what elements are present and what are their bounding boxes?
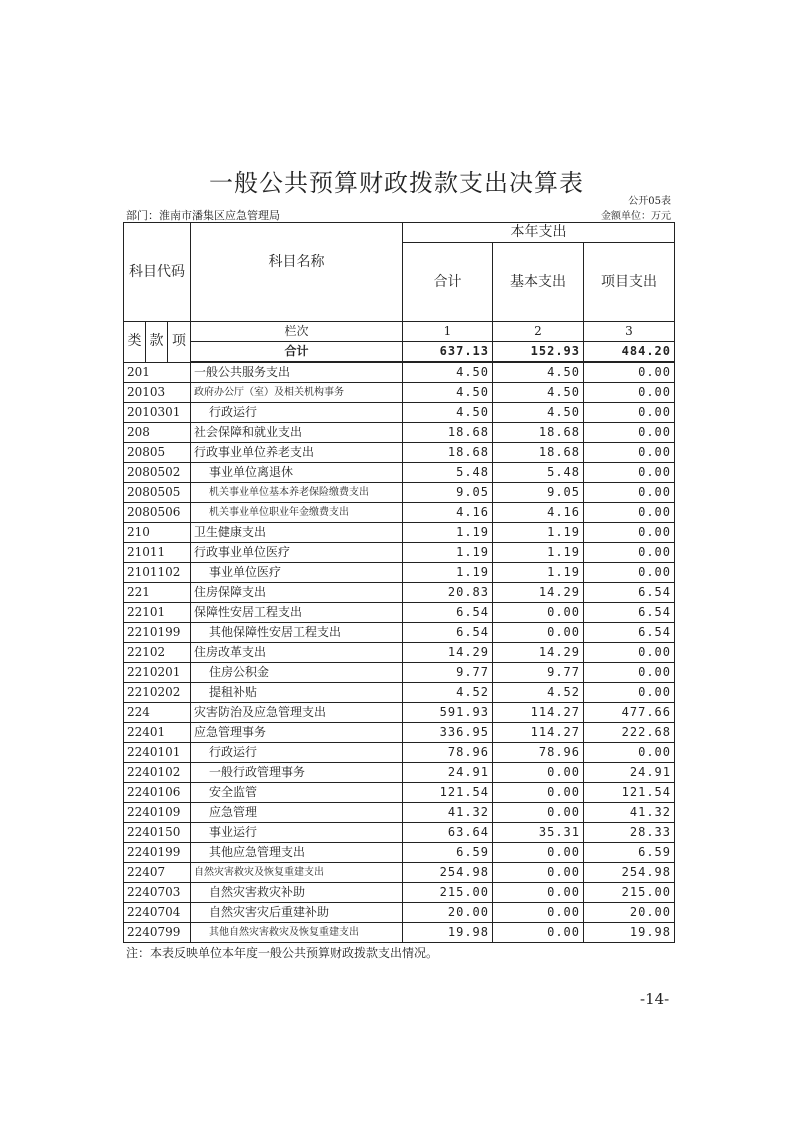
row-basic: 0.00 (493, 923, 584, 943)
row-code: 2101102 (124, 563, 191, 583)
row-name: 提租补贴 (191, 683, 403, 703)
row-total: 9.77 (403, 663, 493, 683)
row-name: 事业单位医疗 (191, 563, 403, 583)
row-total: 591.93 (403, 703, 493, 723)
row-project: 0.00 (584, 463, 675, 483)
table-row (124, 763, 675, 783)
row-name: 行政运行 (191, 743, 403, 763)
unit-label: 金额单位：万元 (601, 211, 671, 222)
row-code: 224 (124, 703, 191, 723)
row-code: 2080505 (124, 483, 191, 503)
row-name: 机关事业单位基本养老保险缴费支出 (191, 483, 403, 503)
row-project: 6.54 (584, 603, 675, 623)
row-name: 住房公积金 (191, 663, 403, 683)
row-name: 住房改革支出 (191, 643, 403, 663)
row-code: 2240102 (124, 763, 191, 783)
table-row (124, 362, 675, 383)
row-total: 215.00 (403, 883, 493, 903)
row-code: 221 (124, 583, 191, 603)
row-total: 20.83 (403, 583, 493, 603)
row-project: 0.00 (584, 443, 675, 463)
table-row (124, 743, 675, 763)
row-basic: 18.68 (493, 423, 584, 443)
row-project: 0.00 (584, 523, 675, 543)
row-total: 63.64 (403, 823, 493, 843)
header-code: 科目代码 (124, 223, 191, 322)
row-total: 18.68 (403, 443, 493, 463)
table-row (124, 383, 675, 403)
row-project: 41.32 (584, 803, 675, 823)
row-total: 20.00 (403, 903, 493, 923)
row-project: 477.66 (584, 703, 675, 723)
row-name: 应急管理 (191, 803, 403, 823)
row-name: 一般公共服务支出 (191, 362, 403, 383)
row-total: 1.19 (403, 543, 493, 563)
table-row (124, 483, 675, 503)
row-code: 210 (124, 523, 191, 543)
table-row (124, 643, 675, 663)
col-index-3: 3 (584, 322, 675, 342)
row-name: 政府办公厅（室）及相关机构事务 (191, 383, 403, 403)
table-note: 注：本表反映单位本年度一般公共预算财政拨款支出情况。 (126, 946, 439, 960)
row-code: 2210202 (124, 683, 191, 703)
row-total: 6.54 (403, 623, 493, 643)
row-project: 6.54 (584, 583, 675, 603)
department-label: 部门：淮南市潘集区应急管理局 (126, 209, 280, 222)
row-basic: 9.77 (493, 663, 584, 683)
header-total: 合计 (403, 243, 493, 322)
totals-project: 484.20 (584, 342, 675, 363)
row-code: 2240109 (124, 803, 191, 823)
row-name: 自然灾害救灾及恢复重建支出 (191, 863, 403, 883)
row-basic: 4.50 (493, 383, 584, 403)
row-code: 2010301 (124, 403, 191, 423)
row-basic: 0.00 (493, 803, 584, 823)
table-row (124, 503, 675, 523)
row-code: 201 (124, 362, 191, 383)
row-basic: 0.00 (493, 623, 584, 643)
row-project: 0.00 (584, 643, 675, 663)
row-total: 4.16 (403, 503, 493, 523)
row-basic: 4.52 (493, 683, 584, 703)
row-basic: 4.50 (493, 403, 584, 423)
row-project: 6.54 (584, 623, 675, 643)
page-number: -14- (640, 990, 670, 1008)
row-code: 22102 (124, 643, 191, 663)
table-row (124, 543, 675, 563)
row-basic: 4.16 (493, 503, 584, 523)
row-total: 41.32 (403, 803, 493, 823)
totals-basic: 152.93 (493, 342, 584, 363)
row-name: 卫生健康支出 (191, 523, 403, 543)
row-total: 19.98 (403, 923, 493, 943)
table-row (124, 443, 675, 463)
table-row (124, 803, 675, 823)
totals-total: 637.13 (403, 342, 493, 363)
row-total: 254.98 (403, 863, 493, 883)
row-code: 2240704 (124, 903, 191, 923)
row-name: 社会保障和就业支出 (191, 423, 403, 443)
header-kuan: 款 (146, 322, 168, 363)
row-name: 事业单位离退休 (191, 463, 403, 483)
table-row (124, 703, 675, 723)
row-name: 机关事业单位职业年金缴费支出 (191, 503, 403, 523)
row-project: 215.00 (584, 883, 675, 903)
row-name: 安全监管 (191, 783, 403, 803)
row-name: 自然灾害灾后重建补助 (191, 903, 403, 923)
row-name: 自然灾害救灾补助 (191, 883, 403, 903)
row-project: 19.98 (584, 923, 675, 943)
row-code: 2240106 (124, 783, 191, 803)
row-code: 2210199 (124, 623, 191, 643)
row-project: 28.33 (584, 823, 675, 843)
row-basic: 18.68 (493, 443, 584, 463)
header-basic: 基本支出 (493, 243, 584, 322)
table-row (124, 523, 675, 543)
table-row (124, 903, 675, 923)
row-basic: 1.19 (493, 563, 584, 583)
row-basic: 1.19 (493, 543, 584, 563)
table-row (124, 843, 675, 863)
header-name: 科目名称 (191, 223, 403, 322)
row-code: 20103 (124, 383, 191, 403)
table-row (124, 683, 675, 703)
row-code: 2080506 (124, 503, 191, 523)
row-total: 121.54 (403, 783, 493, 803)
row-basic: 1.19 (493, 523, 584, 543)
row-project: 0.00 (584, 743, 675, 763)
col-index-1: 1 (403, 322, 493, 342)
row-code: 208 (124, 423, 191, 443)
expenditure-table (123, 222, 675, 943)
row-total: 24.91 (403, 763, 493, 783)
header-project: 项目支出 (584, 243, 675, 322)
row-total: 9.05 (403, 483, 493, 503)
row-name: 一般行政管理事务 (191, 763, 403, 783)
header-current-year: 本年支出 (403, 223, 675, 243)
totals-label: 合计 (191, 342, 403, 363)
row-total: 6.59 (403, 843, 493, 863)
row-project: 121.54 (584, 783, 675, 803)
row-basic: 0.00 (493, 763, 584, 783)
header-xiang: 项 (168, 322, 191, 363)
row-basic: 14.29 (493, 643, 584, 663)
row-project: 20.00 (584, 903, 675, 923)
row-project: 0.00 (584, 423, 675, 443)
row-name: 保障性安居工程支出 (191, 603, 403, 623)
row-project: 0.00 (584, 483, 675, 503)
row-name: 其他应急管理支出 (191, 843, 403, 863)
row-total: 4.52 (403, 683, 493, 703)
col-index-2: 2 (493, 322, 584, 342)
table-row (124, 403, 675, 423)
table-row (124, 923, 675, 943)
row-project: 0.00 (584, 383, 675, 403)
row-project: 0.00 (584, 503, 675, 523)
row-total: 4.50 (403, 383, 493, 403)
row-basic: 0.00 (493, 903, 584, 923)
row-code: 2210201 (124, 663, 191, 683)
row-basic: 9.05 (493, 483, 584, 503)
row-code: 2080502 (124, 463, 191, 483)
row-basic: 78.96 (493, 743, 584, 763)
row-basic: 0.00 (493, 603, 584, 623)
row-project: 222.68 (584, 723, 675, 743)
row-project: 24.91 (584, 763, 675, 783)
row-basic: 0.00 (493, 883, 584, 903)
row-basic: 114.27 (493, 703, 584, 723)
row-project: 0.00 (584, 362, 675, 383)
row-name: 其他保障性安居工程支出 (191, 623, 403, 643)
row-basic: 0.00 (493, 863, 584, 883)
row-basic: 35.31 (493, 823, 584, 843)
table-row (124, 863, 675, 883)
row-basic: 14.29 (493, 583, 584, 603)
row-code: 20805 (124, 443, 191, 463)
row-project: 0.00 (584, 683, 675, 703)
row-total: 1.19 (403, 563, 493, 583)
row-basic: 114.27 (493, 723, 584, 743)
table-row (124, 603, 675, 623)
row-project: 0.00 (584, 563, 675, 583)
row-code: 22101 (124, 603, 191, 623)
row-total: 336.95 (403, 723, 493, 743)
table-row (124, 463, 675, 483)
row-project: 254.98 (584, 863, 675, 883)
row-code: 2240799 (124, 923, 191, 943)
row-total: 5.48 (403, 463, 493, 483)
row-project: 0.00 (584, 663, 675, 683)
row-code: 2240101 (124, 743, 191, 763)
row-project: 0.00 (584, 403, 675, 423)
row-total: 18.68 (403, 423, 493, 443)
row-name: 住房保障支出 (191, 583, 403, 603)
row-total: 14.29 (403, 643, 493, 663)
table-row (124, 723, 675, 743)
header-lei: 类 (124, 322, 146, 363)
row-name: 应急管理事务 (191, 723, 403, 743)
row-total: 4.50 (403, 403, 493, 423)
table-row (124, 883, 675, 903)
table-row (124, 783, 675, 803)
row-name: 事业运行 (191, 823, 403, 843)
row-code: 22407 (124, 863, 191, 883)
row-basic: 0.00 (493, 843, 584, 863)
row-code: 2240703 (124, 883, 191, 903)
row-code: 21011 (124, 543, 191, 563)
row-name: 其他自然灾害救灾及恢复重建支出 (191, 923, 403, 943)
row-project: 0.00 (584, 543, 675, 563)
row-name: 行政事业单位养老支出 (191, 443, 403, 463)
row-code: 2240150 (124, 823, 191, 843)
form-number: 公开05表 (628, 196, 671, 207)
page-title: 一般公共预算财政拨款支出决算表 (209, 169, 584, 197)
row-total: 6.54 (403, 603, 493, 623)
row-project: 6.59 (584, 843, 675, 863)
header-col-index: 栏次 (191, 322, 403, 342)
row-total: 1.19 (403, 523, 493, 543)
table-row (124, 623, 675, 643)
table-row (124, 823, 675, 843)
row-basic: 0.00 (493, 783, 584, 803)
row-basic: 4.50 (493, 362, 584, 383)
row-basic: 5.48 (493, 463, 584, 483)
row-name: 行政运行 (191, 403, 403, 423)
table-row (124, 583, 675, 603)
table-row (124, 563, 675, 583)
row-code: 22401 (124, 723, 191, 743)
table-row (124, 663, 675, 683)
row-total: 78.96 (403, 743, 493, 763)
row-total: 4.50 (403, 362, 493, 383)
table-row (124, 423, 675, 443)
row-code: 2240199 (124, 843, 191, 863)
row-name: 灾害防治及应急管理支出 (191, 703, 403, 723)
row-name: 行政事业单位医疗 (191, 543, 403, 563)
